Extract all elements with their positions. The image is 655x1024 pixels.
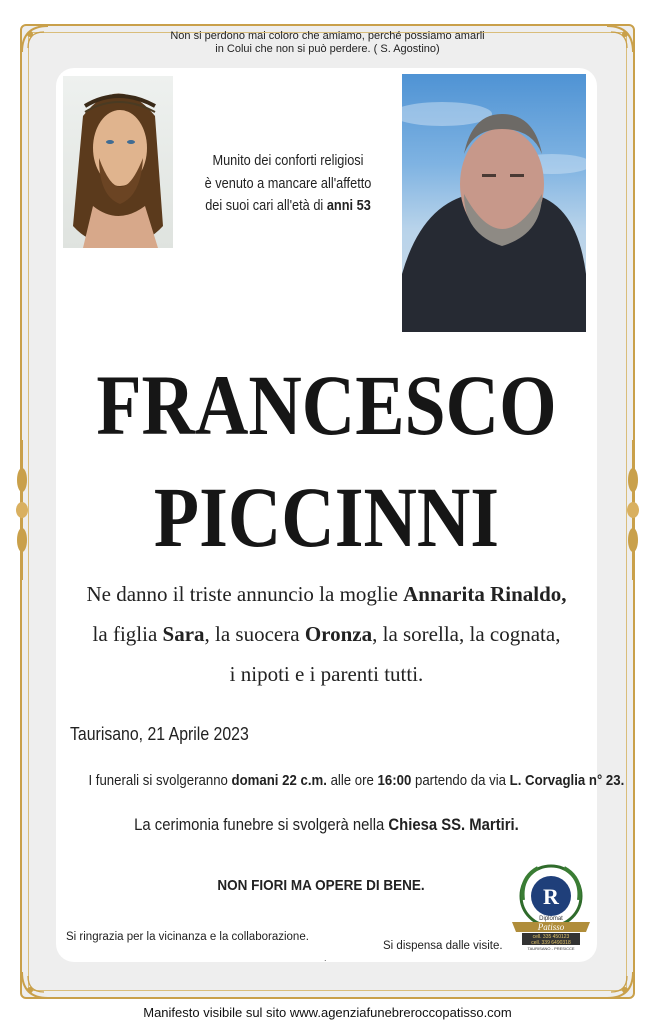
mother-in-law-name: Oronza bbox=[304, 622, 373, 646]
quote-line-1: Non si perdono mai coloro che amiamo, perché possiamo amarli bbox=[170, 30, 485, 42]
deceased-portrait bbox=[402, 74, 586, 332]
announcement-line-1: Ne danno il triste annuncio la moglie Annarita Rinaldo, bbox=[86, 582, 567, 606]
logo-cell-2: cell. 339 6490318 bbox=[531, 940, 571, 946]
intro-line-1: Munito dei conforti religiosi bbox=[212, 153, 364, 169]
dot-mark: . bbox=[324, 953, 327, 963]
age: anni 53 bbox=[326, 198, 371, 214]
logo-name: Patisso bbox=[537, 922, 565, 932]
quote-line-2: in Colui che non si può perdere. ( S. Agostino) bbox=[215, 43, 440, 55]
corner-ornament-bottom-right bbox=[603, 968, 637, 1002]
logo-town: TAURISANO - PRESICCE bbox=[527, 946, 575, 950]
wife-name: Annarita Rinaldo, bbox=[403, 582, 567, 606]
deceased-first-name: FRANCESCO bbox=[96, 357, 557, 453]
corner-ornament-top-right bbox=[603, 22, 637, 56]
thanks-text: Si ringrazia per la vicinanza e la collaborazione. bbox=[66, 931, 309, 943]
quote-text bbox=[100, 30, 555, 56]
announcement bbox=[56, 574, 597, 694]
daughter-name: Sara bbox=[162, 622, 205, 646]
visits-text: Si dispensa dalle visite. bbox=[383, 940, 503, 952]
corner-ornament-bottom-left bbox=[18, 968, 52, 1002]
ceremony-info: La cerimonia funebre si svolgerà nella Chiesa SS. Martiri. bbox=[134, 816, 519, 834]
side-ornament-left bbox=[14, 440, 30, 580]
logo-sub: Diplomat bbox=[539, 916, 563, 922]
jesus-image bbox=[63, 76, 173, 248]
logo-letter: R bbox=[543, 884, 559, 909]
corner-ornament-top-left bbox=[18, 22, 52, 56]
agency-logo bbox=[508, 860, 594, 950]
logo-cell-1: cell. 335 450123 bbox=[532, 934, 570, 940]
announcement-line-3: i nipoti e i parenti tutti. bbox=[229, 662, 424, 686]
intro-line-2: è venuto a mancare all'affetto bbox=[204, 175, 372, 192]
place-date: Taurisano, 21 Aprile 2023 bbox=[70, 724, 249, 744]
no-flowers-notice: NON FIORI MA OPERE DI BENE. bbox=[217, 877, 425, 894]
funeral-info: I funerali si svolgeranno domani 22 c.m. alle ore 16:00 partendo da via L. Corvaglia n° 23. bbox=[88, 772, 625, 789]
side-ornament-right bbox=[625, 440, 641, 580]
intro-line-3: dei suoi cari all'età di anni 53 bbox=[205, 198, 371, 214]
intro-text bbox=[200, 150, 376, 218]
announcement-line-2: la figlia Sara, la suocera Oronza, la sorella, la cognata, bbox=[92, 622, 561, 646]
footer-website: Manifesto visibile sul sito www.agenziafunebreroccopatisso.com bbox=[143, 1005, 512, 1020]
deceased-last-name: PICCINNI bbox=[153, 469, 500, 565]
